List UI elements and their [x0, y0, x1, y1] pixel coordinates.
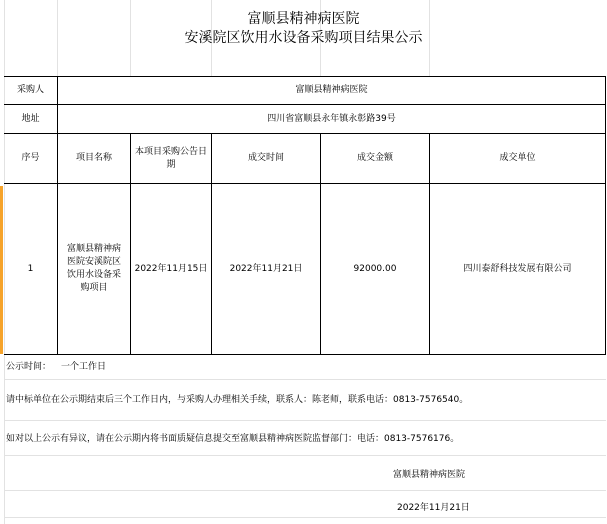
notice-period-value[interactable]: 一个工作日 — [61, 362, 107, 372]
purchaser-value[interactable]: 富顺县精神病医院 — [295, 85, 368, 95]
row-project[interactable]: 富顺县精神病医院安溪院区饮用水设备采购项目 — [66, 244, 121, 293]
row-selection-indicator — [0, 186, 3, 354]
title-line-2: 安溪院区饮用水设备采购项目结果公示 — [184, 30, 423, 46]
header-amount: 成交金额 — [356, 153, 393, 163]
header-deal-time: 成交时间 — [247, 153, 284, 163]
header-notice-date: 本项目采购公告日期 — [135, 146, 208, 170]
row-deal-time[interactable]: 2022年11月21日 — [229, 263, 303, 274]
row-amount[interactable]: 92000.00 — [353, 263, 397, 274]
header-vendor: 成交单位 — [499, 153, 536, 163]
signature-org[interactable]: 富顺县精神病医院 — [393, 470, 466, 480]
purchaser-label: 采购人 — [16, 85, 44, 95]
signature-date[interactable]: 2022年11月21日 — [397, 503, 470, 513]
title-line-1: 富顺县精神病医院 — [247, 11, 360, 27]
row-no[interactable]: 1 — [27, 263, 34, 274]
header-project: 项目名称 — [75, 153, 112, 163]
row-notice-date[interactable]: 2022年11月15日 — [134, 263, 208, 274]
header-no: 序号 — [21, 153, 40, 163]
note-contact[interactable]: 请中标单位在公示期结束后三个工作日内，与采购人办理相关手续，联系人：陈老师，联系电话：0813-7576540。 — [6, 395, 469, 405]
notice-period-label: 公示时间： — [6, 362, 52, 372]
note-objection[interactable]: 如对以上公示有异议，请在公示期内将书面质疑信息提交至富顺县精神病医院监督部门：电话：0813-7576176。 — [6, 434, 460, 444]
address-label: 地址 — [21, 113, 40, 124]
row-vendor[interactable]: 四川泰舒科技发展有限公司 — [463, 263, 572, 274]
address-value[interactable]: 四川省富顺县永年镇永彰路39号 — [267, 113, 396, 124]
